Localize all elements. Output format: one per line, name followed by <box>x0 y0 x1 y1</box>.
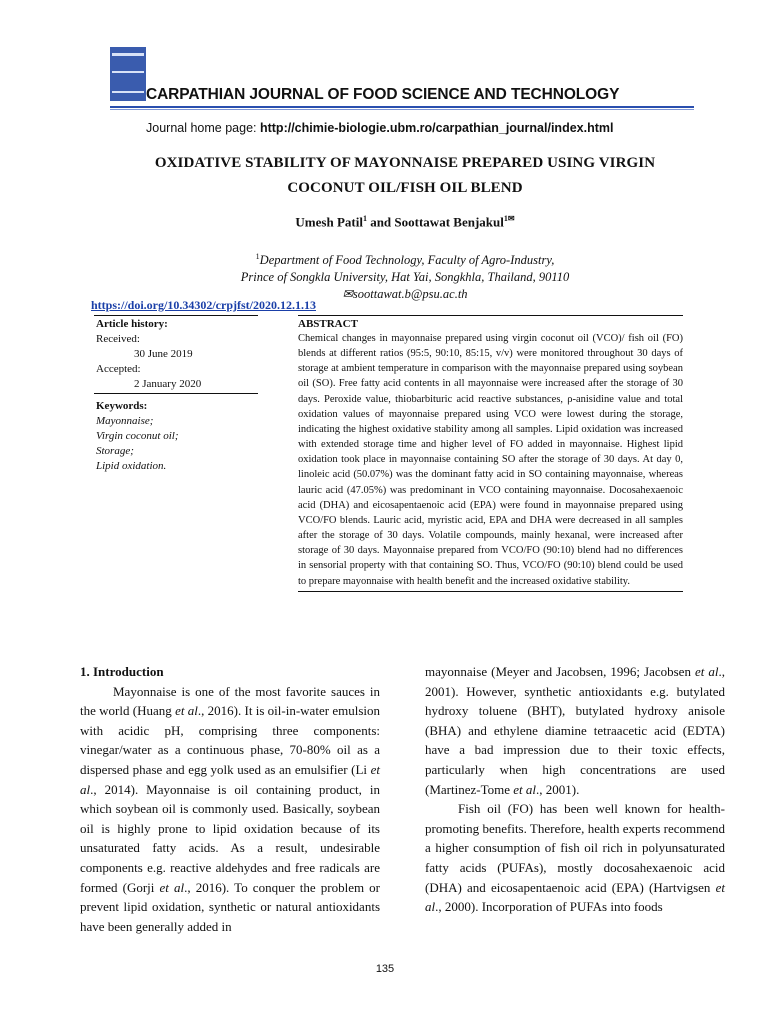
accepted-date: 2 January 2020 <box>134 378 202 390</box>
accepted-label: Accepted: <box>96 363 141 375</box>
author-1: Umesh Patil <box>295 214 363 230</box>
paragraph: mayonnaise (Meyer and Jacobsen, 1996; Jacobsen et al., 2001). However, synthetic antioxidants e.g. butylated hydroxy toluene (BHT), butylated hydroxy anisole (BHA) and ethylene diamine tetraacetic acid (EDTA) have a bad impression due to their toxic effects, particularly when high concentrations are used (Martinez-Tome et al., 2001). <box>425 664 726 797</box>
author-separator: and <box>366 214 395 230</box>
homepage-label: Journal home page: <box>146 121 260 135</box>
paragraph: Fish oil (FO) has been well known for health-promoting benefits. Therefore, health experts recommend a higher consumption of fish oil rich in polyunsaturated fatty acids (PUFAs), mostly docosahexaenoic acid (DHA) and eicosapentaenoic acid (EPA) (Hartvigsen et al., 2000). Incorporation of PUFAs into foods <box>425 801 725 915</box>
article-info <box>96 317 260 474</box>
affil-line1: Department of Food Technology, Faculty of Agro-Industry, <box>259 253 555 268</box>
header-rule-thin <box>110 109 694 110</box>
keywords-label: Keywords: <box>96 400 148 412</box>
body-column-left <box>80 662 380 936</box>
info-divider <box>94 393 258 394</box>
paper-title <box>60 151 750 201</box>
section-heading: 1. Introduction <box>80 664 164 679</box>
abstract <box>298 317 683 592</box>
journal-title: CARPATHIAN JOURNAL OF FOOD SCIENCE AND TECHNOLOGY <box>146 86 620 103</box>
author-2: Soottawat Benjakul <box>394 214 504 230</box>
homepage-link[interactable]: http://chimie-biologie.ubm.ro/carpathian_journal/index.html <box>259 121 614 135</box>
received-date: 30 June 2019 <box>134 348 193 360</box>
keyword: Mayonnaise; <box>96 415 154 427</box>
received-label: Received: <box>96 333 140 345</box>
article-history-label: Article history: <box>96 318 168 330</box>
paper-title-line2: COCONUT OIL/FISH OIL BLEND <box>287 180 523 196</box>
journal-homepage <box>146 121 613 135</box>
abstract-divider <box>298 591 683 592</box>
journal-logo <box>110 47 146 101</box>
page-number: 135 <box>375 963 395 975</box>
affil-line2: Prince of Songkla University, Hat Yai, Songkhla, Thailand, 90110 <box>240 270 570 285</box>
header-rule <box>110 106 694 108</box>
author-1-affil: 1 <box>362 214 367 223</box>
affil-marker: 1 <box>255 252 260 261</box>
keyword: Virgin coconut oil; <box>96 430 179 442</box>
doi-link[interactable]: https://doi.org/10.34302/crpjfst/2020.12.1.13 <box>91 298 316 312</box>
abstract-heading: ABSTRACT <box>298 318 358 330</box>
authors <box>60 214 750 230</box>
corresponding-email[interactable]: ✉soottawat.b@psu.ac.th <box>342 287 468 302</box>
author-2-affil: 1✉ <box>503 214 515 223</box>
paper-title-line1: OXIDATIVE STABILITY OF MAYONNAISE PREPARED USING VIRGIN <box>154 155 656 171</box>
abstract-text: Chemical changes in mayonnaise prepared using virgin coconut oil (VCO)/ fish oil (FO) blends at different ratios (95:5, 90:10, 85:15, v/v) were monitored throughout 30 days of storage at ambient temperature in comparison with the mayonnaise prepared using soybean oil (SO). Free fatty acid contents in all mayonnaise were increased after the storage of 30 days. Peroxide value, thiobarbituric acid reactive substances, ρ-anisidine value and total oxidation values of mayonnaise prepared using VCO were lowest during the storage, indicating the highest oxidative stability among all samples. Lipid oxidation was increased with extended storage time and higher level of FO added in mayonnaise. Highest lipid oxidation took place in mayonnaise containing SO after the storage of 30 days. At day 0, linoleic acid (50.07%) was the dominant fatty acid in SO containing mayonnaise, whereas lauric acid (47.05%) was predominant in VCO containing mayonnaise. Docosahexaenoic acid (DHA) and eicosapentaenoic acid (EPA) were found in mayonnaise prepared using VCO/FO blends. Lauric acid, myristic acid, EPA and DHA were decreased in all samples after the storage of 30 days. Volatile compounds, mainly hexanal, were increased after storage of 30 days. Mayonnaise prepared from VCO/FO (90:10) blend had no differences in sensorial property with that containing SO. Thus, VCO/FO (90:10) blend could be used to prepare mayonnaise with health benefit and the increased oxidative stability. <box>298 333 683 587</box>
affiliation <box>60 248 750 303</box>
keyword: Lipid oxidation. <box>96 460 167 472</box>
paragraph: Mayonnaise is one of the most favorite sauces in the world (Huang et al., 2016). It is oil-in-water emulsion with acidic pH, comprising three components: vinegar/water as a continuous phase, 70-80% oil as a dispersed phase and egg yolk used as an emulsifier (Li et al., 2014). Mayonnaise is oil containing product, in which soybean oil is commonly used. Basically, soybean oil is highly prone to lipid oxidation because of its unsaturated fatty acids. As a result, undesirable components e.g. reactive aldehydes and free radicals are formed (Gorji et al., 2016). To conquer the problem or prevent lipid oxidation, synthetic or natural antioxidants have been generally added in <box>80 683 381 934</box>
body-column-right <box>425 662 725 917</box>
keyword: Storage; <box>96 445 134 457</box>
